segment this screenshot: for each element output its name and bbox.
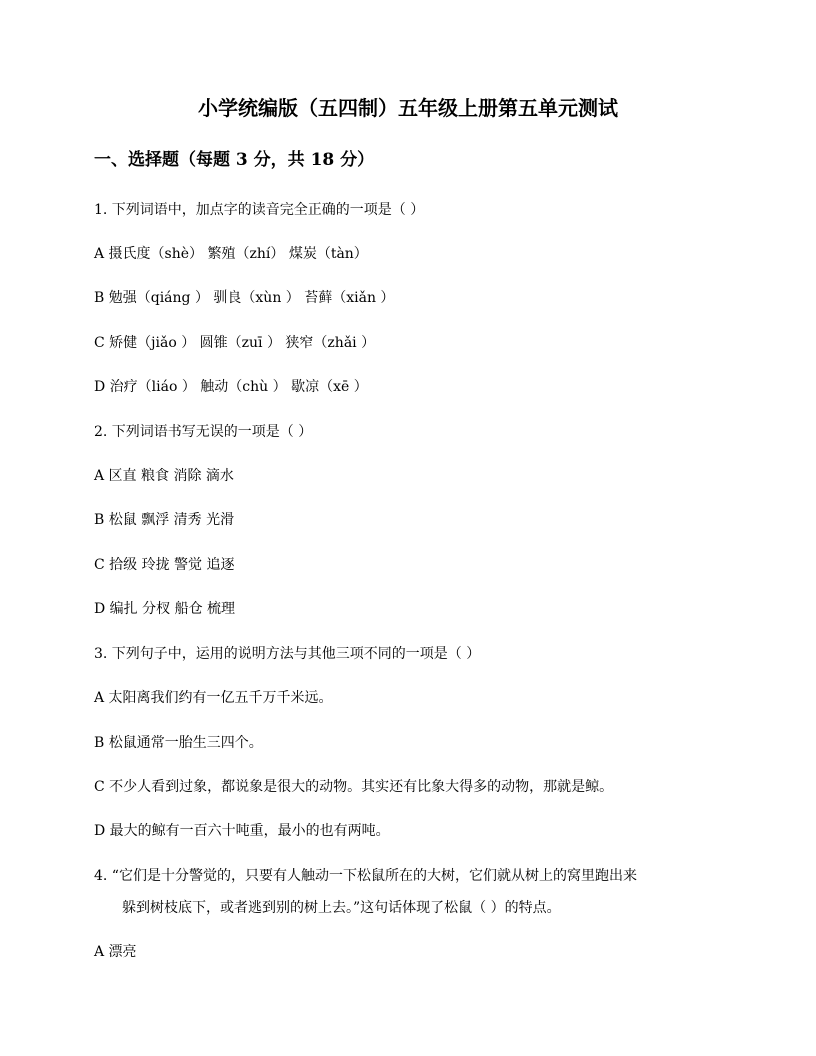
question-4-stem-line-1: 4. “它们是十分警觉的，只要有人触动一下松鼠所在的大树，它们就从树上的窝里跑出来	[94, 868, 637, 884]
question-1-option-b: B 勉强（qiáng ） 驯良（xùn ） 苔藓（xiǎn ）	[94, 290, 395, 306]
question-4-option-a: A 漂亮	[94, 944, 137, 960]
section-heading: 一、选择题（每题 3 分，共 18 分）	[94, 150, 375, 170]
page-title: 小学统编版（五四制）五年级上册第五单元测试	[198, 96, 618, 120]
question-2-option-a: A 区直 粮食 消除 滴水	[94, 468, 234, 484]
question-1-option-a: A 摄氏度（shè） 繁殖（zhí） 煤炭（tàn）	[94, 246, 368, 262]
question-2-option-b: B 松鼠 飘浮 清秀 光滑	[94, 512, 235, 528]
question-3-stem: 3. 下列句子中，运用的说明方法与其他三项不同的一项是（ ）	[94, 646, 481, 662]
question-2-option-c: C 拾级 玲拢 警觉 追逐	[94, 557, 235, 573]
question-3-option-a: A 太阳离我们约有一亿五千万千米远。	[94, 690, 333, 706]
question-4-stem-line-2: 躲到树枝底下，或者逃到别的树上去。”这句话体现了松鼠（ ）的特点。	[122, 900, 561, 916]
question-3-option-b: B 松鼠通常一胎生三四个。	[94, 735, 263, 751]
question-2-stem: 2. 下列词语书写无误的一项是（ ）	[94, 424, 313, 440]
question-3-option-c: C 不少人看到过象，都说象是很大的动物。其实还有比象大得多的动物，那就是鲸。	[94, 779, 614, 795]
question-1-option-d: D 治疗（liáo ） 触动（chù ） 歇凉（xē ）	[94, 379, 368, 395]
question-1-option-c: C 矫健（jiǎo ） 圆锥（zuī ） 狭窄（zhǎi ）	[94, 335, 376, 351]
question-2-option-d: D 编扎 分杈 船仓 梳理	[94, 601, 236, 617]
question-1-stem: 1. 下列词语中，加点字的读音完全正确的一项是（ ）	[94, 202, 425, 218]
question-3-option-d: D 最大的鲸有一百六十吨重，最小的也有两吨。	[94, 823, 390, 839]
